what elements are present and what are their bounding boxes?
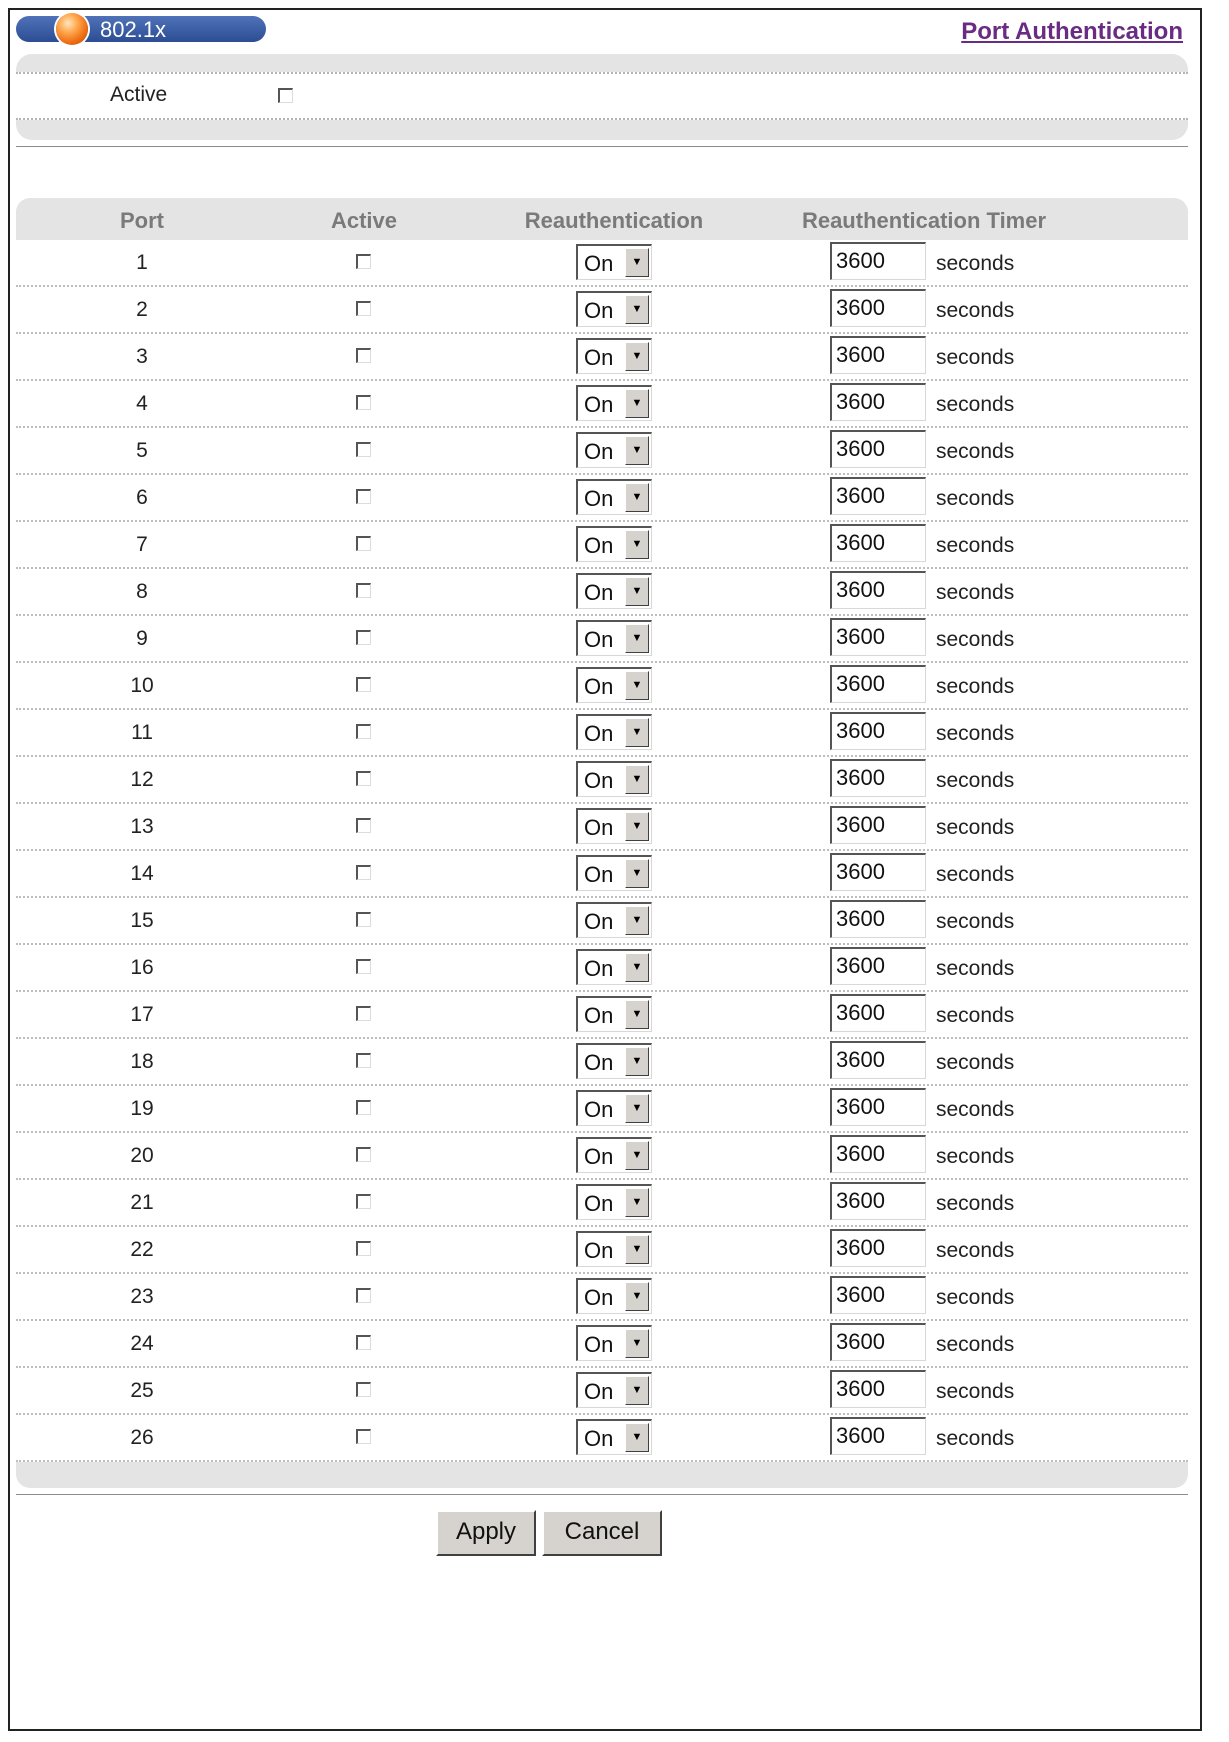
reauthentication-select[interactable]	[576, 667, 652, 703]
chevron-down-icon[interactable]: ▼	[625, 1329, 649, 1358]
port-active-checkbox[interactable]	[356, 1429, 371, 1444]
timer-unit-label: seconds	[936, 957, 1015, 980]
reauthentication-timer-input[interactable]: 3600	[830, 383, 926, 421]
port-number: 4	[136, 392, 148, 415]
chevron-down-icon[interactable]: ▼	[625, 1000, 649, 1029]
chevron-down-icon[interactable]: ▼	[625, 530, 649, 559]
reauthentication-value: On	[584, 1285, 614, 1310]
table-row	[16, 240, 1188, 287]
reauthentication-timer-input[interactable]: 3600	[830, 1182, 926, 1220]
reauthentication-timer-input[interactable]: 3600	[830, 947, 926, 985]
timer-unit-label: seconds	[936, 769, 1015, 792]
reauthentication-select[interactable]	[576, 526, 652, 562]
port-number: 1	[136, 251, 148, 274]
chevron-down-icon[interactable]: ▼	[625, 483, 649, 512]
chevron-down-icon[interactable]: ▼	[625, 812, 649, 841]
timer-unit-label: seconds	[936, 910, 1015, 933]
reauthentication-value: On	[584, 1003, 614, 1028]
reauthentication-timer-input[interactable]: 3600	[830, 712, 926, 750]
reauthentication-timer-input[interactable]: 3600	[830, 759, 926, 797]
timer-unit-label: seconds	[936, 722, 1015, 745]
chevron-down-icon[interactable]: ▼	[625, 389, 649, 418]
port-number: 9	[136, 627, 148, 650]
port-number: 16	[130, 956, 154, 979]
cancel-button[interactable]: Cancel	[542, 1510, 662, 1556]
port-number: 17	[130, 1003, 154, 1026]
port-number: 11	[131, 721, 153, 744]
table-row	[16, 898, 1188, 945]
title-pill	[16, 16, 266, 42]
chevron-down-icon[interactable]: ▼	[625, 1282, 649, 1311]
timer-unit-label: seconds	[936, 1239, 1015, 1262]
port-number: 13	[130, 815, 154, 838]
port-number: 10	[130, 674, 154, 697]
port-active-checkbox[interactable]	[356, 1053, 371, 1068]
port-active-checkbox[interactable]	[356, 724, 371, 739]
reauthentication-timer-input[interactable]: 3600	[830, 524, 926, 562]
reauthentication-timer-input[interactable]: 3600	[830, 1088, 926, 1126]
reauthentication-value: On	[584, 1379, 614, 1404]
table-header	[16, 198, 1188, 240]
timer-unit-label: seconds	[936, 1098, 1015, 1121]
port-number: 12	[130, 768, 154, 791]
reauthentication-select[interactable]	[576, 996, 652, 1032]
global-active-label: Active	[110, 83, 168, 106]
reauthentication-timer-input[interactable]: 3600	[830, 853, 926, 891]
table-row	[16, 1180, 1188, 1227]
reauthentication-select[interactable]	[576, 573, 652, 609]
reauthentication-value: On	[584, 580, 614, 605]
timer-unit-label: seconds	[936, 440, 1015, 463]
port-active-checkbox[interactable]	[356, 959, 371, 974]
table-row	[16, 710, 1188, 757]
chevron-down-icon[interactable]: ▼	[625, 1376, 649, 1405]
timer-unit-label: seconds	[936, 299, 1015, 322]
global-settings-panel	[16, 54, 1188, 140]
table-row	[16, 334, 1188, 381]
port-active-checkbox[interactable]	[356, 1006, 371, 1021]
reauthentication-value: On	[584, 721, 614, 746]
port-number: 15	[130, 909, 154, 932]
reauthentication-value: On	[584, 956, 614, 981]
timer-unit-label: seconds	[936, 252, 1015, 275]
chevron-down-icon[interactable]: ▼	[625, 953, 649, 982]
port-number: 8	[136, 580, 148, 603]
timer-unit-label: seconds	[936, 393, 1015, 416]
chevron-down-icon[interactable]: ▼	[625, 1423, 649, 1452]
port-number: 14	[130, 862, 154, 885]
reauthentication-value: On	[584, 909, 614, 934]
reauthentication-select[interactable]	[576, 291, 652, 327]
timer-unit-label: seconds	[936, 1286, 1015, 1309]
port-active-checkbox[interactable]	[356, 1382, 371, 1397]
chevron-down-icon[interactable]: ▼	[625, 671, 649, 700]
chevron-down-icon[interactable]: ▼	[625, 624, 649, 653]
port-active-checkbox[interactable]	[356, 865, 371, 880]
reauthentication-select[interactable]	[576, 1043, 652, 1079]
reauthentication-select[interactable]	[576, 1419, 652, 1455]
timer-unit-label: seconds	[936, 346, 1015, 369]
table-row	[16, 804, 1188, 851]
column-header-reauthentication-timer: Reauthentication Timer	[801, 208, 1047, 233]
port-number: 22	[130, 1238, 154, 1261]
port-active-checkbox[interactable]	[356, 254, 371, 269]
table-row	[16, 851, 1188, 898]
reauthentication-select[interactable]	[576, 338, 652, 374]
table-row	[16, 1368, 1188, 1415]
reauthentication-timer-input[interactable]: 3600	[830, 665, 926, 703]
reauthentication-timer-input[interactable]: 3600	[830, 336, 926, 374]
reauthentication-timer-input[interactable]: 3600	[830, 1041, 926, 1079]
chevron-down-icon[interactable]: ▼	[625, 436, 649, 465]
port-number: 26	[130, 1426, 154, 1449]
table-row	[16, 757, 1188, 804]
port-active-checkbox[interactable]	[356, 1194, 371, 1209]
port-active-checkbox[interactable]	[356, 442, 371, 457]
reauthentication-timer-input[interactable]: 3600	[830, 571, 926, 609]
reauthentication-value: On	[584, 674, 614, 699]
port-active-checkbox[interactable]	[356, 912, 371, 927]
apply-button[interactable]: Apply	[436, 1510, 536, 1556]
port-authentication-link[interactable]: Port Authentication	[961, 18, 1183, 45]
reauthentication-timer-input[interactable]: 3600	[830, 1229, 926, 1267]
table-row	[16, 287, 1188, 334]
table-row	[16, 428, 1188, 475]
reauthentication-select[interactable]	[576, 1278, 652, 1314]
reauthentication-value: On	[584, 768, 614, 793]
reauthentication-select[interactable]	[576, 949, 652, 985]
reauthentication-value: On	[584, 627, 614, 652]
table-row	[16, 1227, 1188, 1274]
table-row	[16, 663, 1188, 710]
table-row	[16, 475, 1188, 522]
port-active-checkbox[interactable]	[356, 301, 371, 316]
reauthentication-timer-input[interactable]: 3600	[830, 618, 926, 656]
reauthentication-value: On	[584, 298, 614, 323]
timer-unit-label: seconds	[936, 675, 1015, 698]
global-active-row	[16, 72, 1188, 120]
reauthentication-timer-input[interactable]: 3600	[830, 1417, 926, 1455]
chevron-down-icon[interactable]: ▼	[625, 248, 649, 277]
table-row	[16, 616, 1188, 663]
reauthentication-select[interactable]	[576, 1137, 652, 1173]
port-table	[16, 198, 1188, 1488]
chevron-down-icon[interactable]: ▼	[625, 295, 649, 324]
port-number: 3	[136, 345, 148, 368]
reauthentication-timer-input[interactable]: 3600	[830, 1135, 926, 1173]
chevron-down-icon[interactable]: ▼	[625, 906, 649, 935]
port-active-checkbox[interactable]	[356, 630, 371, 645]
reauthentication-timer-input[interactable]: 3600	[830, 1276, 926, 1314]
table-row	[16, 522, 1188, 569]
timer-unit-label: seconds	[936, 1380, 1015, 1403]
chevron-down-icon[interactable]: ▼	[625, 1235, 649, 1264]
reauthentication-select[interactable]	[576, 432, 652, 468]
port-number: 23	[130, 1285, 154, 1308]
divider-bottom	[16, 1494, 1188, 1495]
port-number: 19	[130, 1097, 154, 1120]
table-row	[16, 1039, 1188, 1086]
reauthentication-select[interactable]	[576, 902, 652, 938]
port-active-checkbox[interactable]	[356, 771, 371, 786]
timer-unit-label: seconds	[936, 1004, 1015, 1027]
timer-unit-label: seconds	[936, 487, 1015, 510]
reauthentication-value: On	[584, 815, 614, 840]
column-header-active: Active	[330, 208, 398, 233]
port-number: 5	[136, 439, 148, 462]
port-active-checkbox[interactable]	[356, 1147, 371, 1162]
port-active-checkbox[interactable]	[356, 1288, 371, 1303]
reauthentication-timer-input[interactable]: 3600	[830, 430, 926, 468]
reauthentication-timer-input[interactable]: 3600	[830, 900, 926, 938]
table-body	[16, 240, 1188, 1462]
table-row	[16, 1274, 1188, 1321]
reauthentication-value: On	[584, 439, 614, 464]
reauthentication-select[interactable]	[576, 1372, 652, 1408]
chevron-down-icon[interactable]: ▼	[625, 765, 649, 794]
port-number: 6	[136, 486, 148, 509]
timer-unit-label: seconds	[936, 1192, 1015, 1215]
port-active-checkbox[interactable]	[356, 536, 371, 551]
timer-unit-label: seconds	[936, 1333, 1015, 1356]
port-number: 25	[130, 1379, 154, 1402]
reauthentication-select[interactable]	[576, 1325, 652, 1361]
reauthentication-select[interactable]	[576, 1184, 652, 1220]
reauthentication-value: On	[584, 862, 614, 887]
reauthentication-select[interactable]	[576, 855, 652, 891]
reauthentication-timer-input[interactable]: 3600	[830, 806, 926, 844]
chevron-down-icon[interactable]: ▼	[625, 577, 649, 606]
reauthentication-value: On	[584, 392, 614, 417]
port-active-checkbox[interactable]	[356, 1335, 371, 1350]
table-row	[16, 1415, 1188, 1462]
port-active-checkbox[interactable]	[356, 677, 371, 692]
reauthentication-select[interactable]	[576, 385, 652, 421]
reauthentication-value: On	[584, 1332, 614, 1357]
page-title: 802.1x	[100, 17, 167, 42]
reauthentication-value: On	[584, 345, 614, 370]
reauthentication-value: On	[584, 1238, 614, 1263]
divider-top	[16, 146, 1188, 147]
port-number: 21	[130, 1191, 154, 1214]
reauthentication-value: On	[584, 1097, 614, 1122]
table-row	[16, 381, 1188, 428]
port-number: 18	[130, 1050, 154, 1073]
reauthentication-select[interactable]	[576, 808, 652, 844]
reauthentication-select[interactable]	[576, 244, 652, 280]
table-row	[16, 992, 1188, 1039]
chevron-down-icon[interactable]: ▼	[625, 1141, 649, 1170]
column-header-port: Port	[120, 208, 164, 233]
page-frame	[8, 8, 1202, 1731]
reauthentication-value: On	[584, 1144, 614, 1169]
port-active-checkbox[interactable]	[356, 583, 371, 598]
chevron-down-icon[interactable]: ▼	[625, 1188, 649, 1217]
port-active-checkbox[interactable]	[356, 489, 371, 504]
timer-unit-label: seconds	[936, 816, 1015, 839]
timer-unit-label: seconds	[936, 628, 1015, 651]
reauthentication-value: On	[584, 486, 614, 511]
port-active-checkbox[interactable]	[356, 1100, 371, 1115]
reauthentication-value: On	[584, 1050, 614, 1075]
port-number: 2	[136, 298, 148, 321]
reauthentication-value: On	[584, 1426, 614, 1451]
port-active-checkbox[interactable]	[356, 818, 371, 833]
timer-unit-label: seconds	[936, 1145, 1015, 1168]
timer-unit-label: seconds	[936, 534, 1015, 557]
table-row	[16, 1133, 1188, 1180]
port-number: 20	[130, 1144, 154, 1167]
timer-unit-label: seconds	[936, 581, 1015, 604]
port-number: 7	[136, 533, 148, 556]
reauthentication-select[interactable]	[576, 620, 652, 656]
reauthentication-timer-input[interactable]: 3600	[830, 477, 926, 515]
chevron-down-icon[interactable]: ▼	[625, 342, 649, 371]
reauthentication-timer-input[interactable]: 3600	[830, 994, 926, 1032]
reauthentication-timer-input[interactable]: 3600	[830, 289, 926, 327]
reauthentication-value: On	[584, 251, 614, 276]
chevron-down-icon[interactable]: ▼	[625, 718, 649, 747]
reauthentication-select[interactable]	[576, 1090, 652, 1126]
timer-unit-label: seconds	[936, 1051, 1015, 1074]
reauthentication-value: On	[584, 1191, 614, 1216]
table-row	[16, 569, 1188, 616]
chevron-down-icon[interactable]: ▼	[625, 1094, 649, 1123]
reauthentication-select[interactable]	[576, 479, 652, 515]
timer-unit-label: seconds	[936, 863, 1015, 886]
port-active-checkbox[interactable]	[356, 395, 371, 410]
column-header-reauthentication: Reauthentication	[524, 208, 704, 233]
reauthentication-select[interactable]	[576, 761, 652, 797]
orange-orb-icon	[56, 13, 88, 45]
reauthentication-timer-input[interactable]: 3600	[830, 242, 926, 280]
reauthentication-timer-input[interactable]: 3600	[830, 1323, 926, 1361]
chevron-down-icon[interactable]: ▼	[625, 859, 649, 888]
reauthentication-value: On	[584, 533, 614, 558]
timer-unit-label: seconds	[936, 1427, 1015, 1450]
port-active-checkbox[interactable]	[356, 348, 371, 363]
global-active-checkbox[interactable]	[278, 88, 293, 103]
port-number: 24	[130, 1332, 154, 1355]
table-row	[16, 1086, 1188, 1133]
reauthentication-select[interactable]	[576, 1231, 652, 1267]
chevron-down-icon[interactable]: ▼	[625, 1047, 649, 1076]
table-row	[16, 945, 1188, 992]
reauthentication-select[interactable]	[576, 714, 652, 750]
table-row	[16, 1321, 1188, 1368]
port-active-checkbox[interactable]	[356, 1241, 371, 1256]
reauthentication-timer-input[interactable]: 3600	[830, 1370, 926, 1408]
